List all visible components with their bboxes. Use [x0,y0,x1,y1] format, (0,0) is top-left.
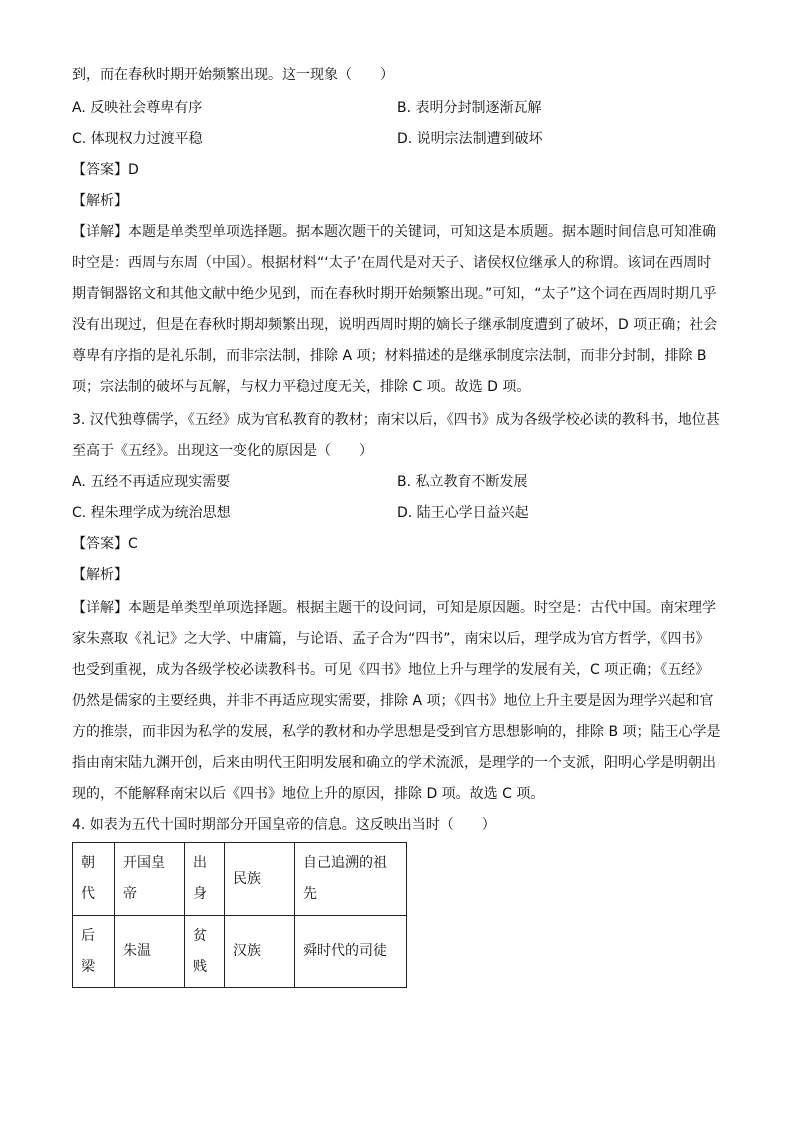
table-header-cell: 自己追溯的祖 先 [295,843,407,916]
q3-detail-line: 【详解】本题是单类型单项选择题。根据主题干的设问词，可知是原因题。时空是：古代中国。南宋理学 [72,600,716,616]
q2-option-c: C. 体现权力过渡平稳 [72,131,203,147]
q3-detail-line: 也受到重视，成为各级学校必读教科书。可见《四书》地位上升与理学的发展有关，C 项正确；《五经》 [72,662,710,678]
q3-answer: 【答案】C [72,536,138,552]
q3-detail-line: 仍然是儒家的主要经典，并非不再适应现实需要，排除 A 项；《四书》地位上升主要是因为理学兴起和官 [72,693,714,709]
q3-stem-line: 3. 汉代独尊儒学，《五经》成为官私教育的教材；南宋以后，《四书》成为各级学校必读的教科书，地位甚 [72,412,720,428]
q3-option-d: D. 陆王心学日益兴起 [397,505,529,521]
q2-detail-line: 项；宗法制的破坏与瓦解，与权力平稳过度无关，排除 C 项。故选 D 项。 [72,379,531,395]
emperor-info-table [72,842,407,988]
q3-detail-line: 方的推崇，而非因为私学的发展，私学的教材和办学思想是受到官方思想影响的，排除 B 项；陆王心学是 [72,724,721,740]
q2-analysis-heading: 【解析】 [72,193,128,209]
table-cell: 舜时代的司徒 [295,916,407,988]
q3-detail-line: 家朱熹取《礼记》之大学、中庸篇，与论语、孟子合为“四书”，南宋以后，理学成为官方哲学，《四书》 [72,631,710,647]
q3-detail-line: 指由南宋陆九渊开创，后来由明代王阳明发展和确立的学术流派，是理学的一个支派，阳明心学是明朝出 [72,755,716,771]
q4-stem: 4. 如表为五代十国时期部分开国皇帝的信息。这反映出当时（ ） [72,817,496,833]
q2-detail-line: 期青铜器铭文和其他文献中绝少见到，而在春秋时期开始频繁出现。”可知，“太子”这个词在西周时期几乎 [72,286,717,302]
q3-option-b: B. 私立教育不断发展 [397,474,528,490]
q2-detail-line: 尊卑有序指的是礼乐制，而非宗法制，排除 A 项；材料描述的是继承制度宗法制，而非分封制，排除 B [72,348,707,364]
q2-detail-line: 【详解】本题是单类型单项选择题。据本题次题干的关键词，可知这是本质题。据本题时间信息可知准确 [72,224,716,240]
table-header-cell: 民族 [225,843,295,916]
table-cell: 贫 贱 [185,916,225,988]
question-2-stem-tail: 到，而在春秋时期开始频繁出现。这一现象（ ） [72,67,394,83]
table-header-cell: 开国皇 帝 [115,843,185,916]
table-cell: 汉族 [225,916,295,988]
q3-option-a: A. 五经不再适应现实需要 [72,474,231,490]
q2-option-b: B. 表明分封制逐渐瓦解 [397,100,542,116]
q2-answer: 【答案】D [72,162,139,178]
q3-analysis-heading: 【解析】 [72,567,128,583]
table-header-row [73,843,407,916]
q2-detail-line: 时空是：西周与东周（中国）。根据材料“‘太子’在周代是对天子、诸侯权位继承人的称谓。该词在西周时 [72,255,712,271]
q3-detail-line: 现的，不能解释南宋以后《四书》地位上升的原因，排除 D 项。故选 C 项。 [72,786,545,802]
q2-option-a: A. 反映社会尊卑有序 [72,100,203,116]
table-header-cell: 朝 代 [73,843,115,916]
q3-stem-line: 至高于《五经》。出现这一变化的原因是（ ） [72,443,373,459]
table-cell: 后 梁 [73,916,115,988]
table-row [73,916,407,988]
q3-option-c: C. 程朱理学成为统治思想 [72,505,231,521]
q2-option-d: D. 说明宗法制遭到破坏 [397,131,543,147]
q2-detail-line: 没有出现过，但是在春秋时期却频繁出现，说明西周时期的嫡长子继承制度遭到了破坏，D 项正确；社会 [72,317,718,333]
table-cell: 朱温 [115,916,185,988]
table-header-cell: 出 身 [185,843,225,916]
